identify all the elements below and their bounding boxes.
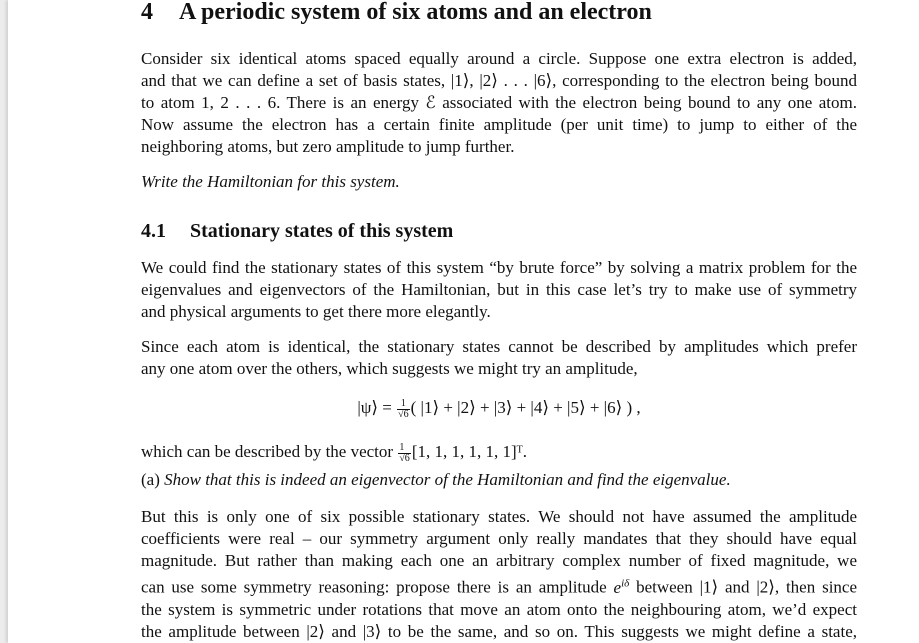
text-line: We could find the stationary states of this system “by brute force” by solving a matrix problem for the xyxy=(141,258,857,277)
text-line: neighboring atoms, but zero amplitude to jump further. xyxy=(141,137,515,156)
text-line: eigenvalues and eigenvectors of the Hamiltonian, but in this case let’s try to make use of symmetry xyxy=(141,280,857,299)
identical-atoms-paragraph xyxy=(141,336,857,380)
text-line: and that we can define a set of basis states, |1⟩, |2⟩ . . . |6⟩, corresponding to the electron being bound xyxy=(141,71,857,90)
text-line xyxy=(141,572,857,599)
vector-fraction xyxy=(398,443,411,464)
intro-paragraph xyxy=(141,48,857,158)
text-line: coefficients were real – our symmetry argument only really mandates that they should have equal xyxy=(141,529,857,548)
hamiltonian-task xyxy=(141,171,857,193)
phase-paragraph xyxy=(141,506,857,643)
text-line xyxy=(141,469,857,491)
normalization-fraction xyxy=(397,399,410,420)
subsection-heading xyxy=(141,220,453,242)
section-title: A periodic system of six atoms and an electron xyxy=(179,0,652,25)
text-line xyxy=(141,441,857,464)
line-segment: can use some symmetry reasoning: propose there is an amplitude xyxy=(141,577,607,597)
state-equation xyxy=(141,397,857,420)
vector-value: [1, 1, 1, 1, 1, 1]ᵀ. xyxy=(411,442,528,461)
text-line: any one atom over the others, which suggests we might try an amplitude, xyxy=(141,359,638,378)
task-a xyxy=(141,469,857,491)
text-line: to atom 1, 2 . . . 6. There is an energy ℰ associated with the electron being bound to any one atom. xyxy=(141,93,857,112)
text-line: Now assume the electron has a certain finite amplitude (per unit time) to jump to either of the xyxy=(141,115,857,134)
text-line: the amplitude between |2⟩ and |3⟩ to be the same, and so on. This suggests we might define a state, xyxy=(141,621,857,641)
task-a-label: (a) xyxy=(141,470,160,489)
exp-superscript: iδ xyxy=(621,577,630,589)
fraction-denominator: √6 xyxy=(398,408,409,420)
equation-lhs: |ψ⟩ = xyxy=(357,398,392,417)
fraction-numerator: 1 xyxy=(398,443,411,454)
fraction-denominator: √6 xyxy=(399,452,410,464)
section-heading xyxy=(141,1,652,23)
subsection-number: 4.1 xyxy=(141,220,166,242)
task-a-text: Show that this is indeed an eigenvector of the Hamiltonian and find the eigenvalue. xyxy=(164,470,731,489)
phase-exponential xyxy=(614,578,630,597)
section-number: 4 xyxy=(141,0,153,25)
text-line: and physical arguments to get there more elegantly. xyxy=(141,302,491,321)
document-page xyxy=(8,0,919,643)
brute-force-paragraph xyxy=(141,257,857,323)
text-line: magnitude. But rather than making each one an arbitrary complex number of fixed magnitude, we xyxy=(141,551,857,570)
exp-base: e xyxy=(613,577,622,597)
vector-text: which can be described by the vector xyxy=(141,442,394,461)
vector-line xyxy=(141,441,857,464)
subsection-title: Stationary states of this system xyxy=(190,220,454,242)
text-line: Write the Hamiltonian for this system. xyxy=(141,172,400,191)
equation-rhs: ( |1⟩ + |2⟩ + |3⟩ + |4⟩ + |5⟩ + |6⟩ ) , xyxy=(410,398,641,417)
fraction-numerator: 1 xyxy=(397,399,410,410)
text-line: Since each atom is identical, the stationary states cannot be described by amplitudes which prefer xyxy=(141,337,857,356)
text-line: But this is only one of six possible stationary states. We should not have assumed the amplitude xyxy=(141,507,857,526)
text-line: Consider six identical atoms spaced equally around a circle. Suppose one extra electron is added, xyxy=(141,49,857,68)
line-segment: between |1⟩ and |2⟩, then since xyxy=(636,577,858,597)
text-line: the system is symmetric under rotations that move an atom onto the neighbouring atom, we’d expect xyxy=(141,599,857,619)
